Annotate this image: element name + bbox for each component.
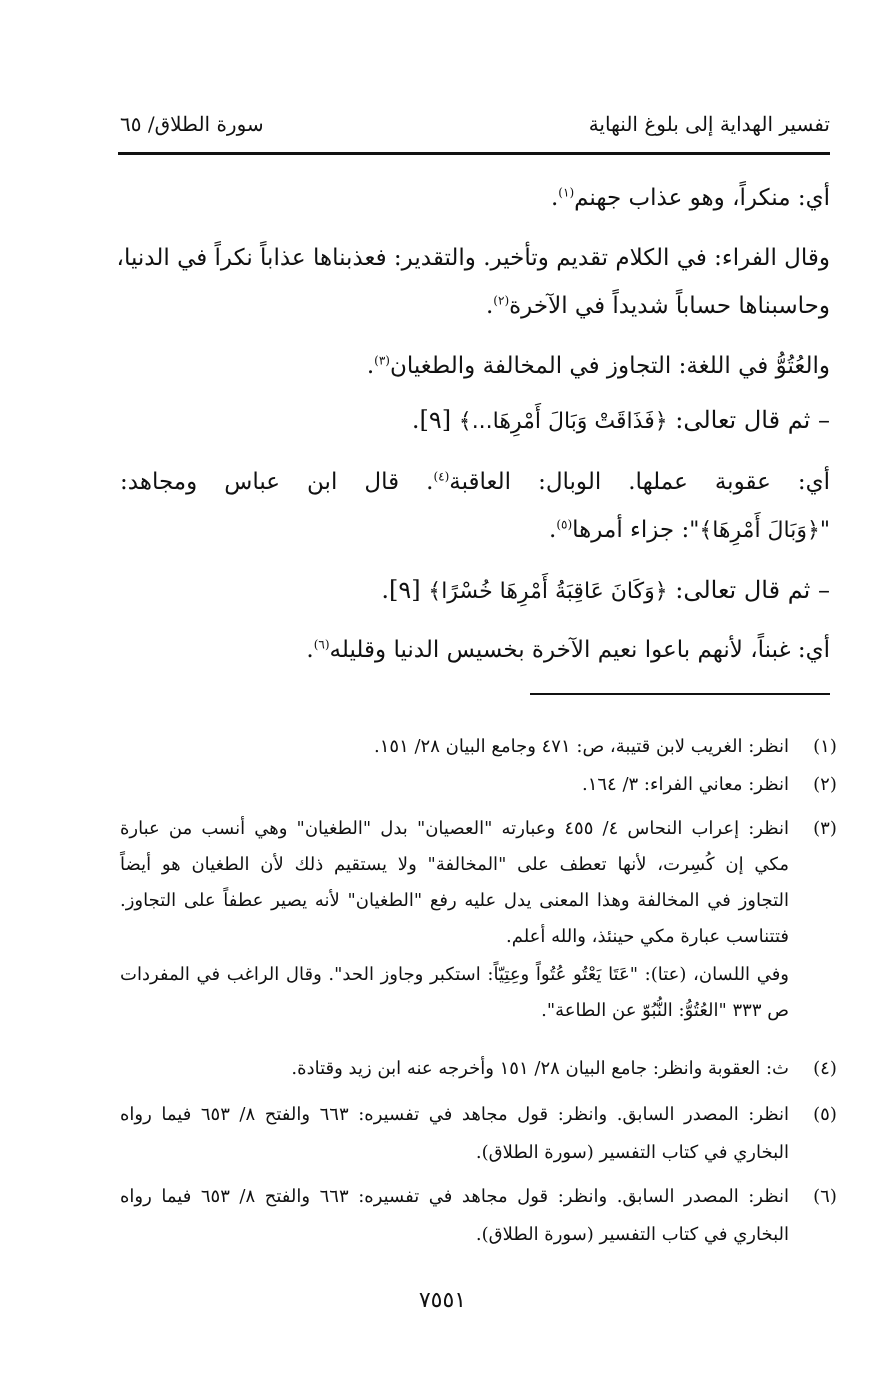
footnote-number: (٢): [813, 774, 837, 795]
footnote-text: انظر: معاني الفراء: ٣/ ١٦٤.: [581, 774, 789, 795]
paragraph-5: [120, 622, 830, 679]
footnote-text: مكي إن كُسِرت، لأنها تعطف على "المخالفة" ولا يستقيم ذلك لأن الطغيان هو أيضاً: [120, 854, 789, 875]
footnote-3-line-4: [120, 920, 845, 954]
footnote-text: فتتناسب عبارة مكي حينئذ، والله أعلم.: [506, 926, 789, 947]
quran-verse: ﴿فَذَاقَتْ وَبَالَ أَمْرِهَا...﴾: [458, 409, 668, 434]
paragraph-end: .: [550, 185, 559, 211]
footnote-5: [120, 1098, 845, 1132]
footnote-ref[interactable]: (٢): [493, 293, 510, 308]
paragraph-text: أي: عقوبة عملها. الوبال: العاقبة: [449, 469, 830, 495]
footnote-number: (٦): [813, 1186, 837, 1207]
paragraph-end: .: [306, 637, 314, 663]
footnote-text: ص ٣٣٣ "العُتُوُّ: النُّبُوّ عن الطاعة".: [541, 1000, 789, 1021]
verse-prefix: – ثم قال تعالى:: [667, 406, 830, 434]
footnote-text: ث: العقوبة وانظر: جامع البيان ٢٨/ ١٥١ وأخرجه عنه ابن زيد وقتادة.: [291, 1058, 789, 1079]
book-title: تفسير الهداية إلى بلوغ النهاية: [588, 112, 830, 136]
paragraph-3: [120, 338, 830, 395]
footnote-3-line-2: [120, 848, 845, 882]
verse-prefix: – ثم قال تعالى:: [667, 576, 830, 604]
footnote-1: [120, 730, 845, 764]
paragraph-text: وحاسبناها حساباً شديداً في الآخرة: [509, 293, 830, 319]
footnote-ref[interactable]: (٣): [374, 353, 390, 368]
footnote-number: (١): [813, 736, 837, 757]
footnote-text: البخاري في كتاب التفسير (سورة الطلاق).: [475, 1224, 789, 1245]
running-header: [120, 112, 830, 146]
paragraph-text: . قال ابن عباس ومجاهد:: [120, 469, 434, 495]
footnote-3-line-3: [120, 884, 845, 918]
page-number: ٧٥٥١: [418, 1288, 467, 1313]
section-title: سورة الطلاق/ ٦٥: [120, 112, 264, 136]
paragraph-4-line-2: [120, 502, 830, 559]
footnote-text: انظر: المصدر السابق. وانظر: قول مجاهد في تفسيره: ٦٦٣ والفتح ٨/ ٦٥٣ فيما رواه: [120, 1186, 790, 1207]
footnote-number: (٥): [813, 1104, 837, 1125]
footnote-divider: [530, 693, 830, 695]
footnote-number: (٤): [813, 1058, 837, 1079]
paragraph-text: أي: غبناً، لأنهم باعوا نعيم الآخرة بخسيس الدنيا وقليله: [329, 637, 830, 663]
footnote-text: التجاوز في المخالفة وهذا المعنى يدل عليه رفع "الطغيان" لأنه يصير عطفاً على التجاوز.: [120, 890, 789, 911]
footnote-5-line-2: [120, 1136, 845, 1170]
footnote-ref[interactable]: (٥): [556, 517, 573, 532]
verse-line-2: [120, 562, 830, 620]
paragraph-2-line-2: [120, 278, 830, 335]
paragraph-text: : جزاء أمرها: [572, 517, 690, 543]
footnote-text: وفي اللسان، (عتا): "عَتَا يَعْتُو عُتُواً وعِتِيّاً: استكبر وجاوز الحد". وقال الراغب في المفردات: [120, 964, 789, 985]
footnote-number: (٣): [813, 818, 837, 839]
footnote-6: [120, 1180, 845, 1214]
footnote-2: [120, 768, 845, 802]
footnote-ref[interactable]: (٦): [313, 637, 330, 652]
paragraph-end: .: [549, 517, 557, 543]
paragraph-1: [120, 170, 830, 227]
paragraph-text: والعُتُوُّ في اللغة: التجاوز في المخالفة والطغيان: [389, 353, 830, 379]
paragraph-end: .: [366, 353, 375, 379]
footnote-text: البخاري في كتاب التفسير (سورة الطلاق).: [475, 1142, 789, 1163]
footnote-4: [120, 1052, 845, 1086]
footnote-text: انظر: إعراب النحاس ٤/ ٤٥٥ وعبارته "العصيان" بدل "الطغيان" وهي أنسب من عبارة: [120, 818, 789, 839]
header-divider: [118, 152, 830, 155]
footnote-ref[interactable]: (١): [558, 185, 575, 200]
footnote-ref[interactable]: (٤): [433, 469, 450, 484]
footnote-3-line-5: [120, 958, 845, 992]
paragraph-end: .: [485, 293, 494, 319]
verse-number: [٩].: [381, 576, 429, 604]
footnote-text: انظر: المصدر السابق. وانظر: قول مجاهد في تفسيره: ٦٦٣ والفتح ٨/ ٦٥٣ فيما رواه: [120, 1104, 790, 1125]
quran-verse: "﴿وَبَالَ أَمْرِهَا﴾": [689, 518, 830, 543]
verse-number: [٩].: [411, 406, 459, 434]
quran-verse: ﴿وَكَانَ عَاقِبَةُ أَمْرِهَا خُسْرًا﴾: [428, 579, 668, 604]
paragraph-text: وقال الفراء: في الكلام تقديم وتأخير. والتقدير: فعذبناها عذاباً نكراً في الدنيا،: [116, 245, 830, 271]
footnote-3-line-6: [120, 994, 845, 1028]
footnote-6-line-2: [120, 1218, 845, 1252]
paragraph-text: أي: منكراً، وهو عذاب جهنم: [574, 185, 830, 211]
footnote-3: [120, 812, 845, 846]
footnote-text: انظر: الغريب لابن قتيبة، ص: ٤٧١ وجامع البيان ٢٨/ ١٥١.: [374, 736, 789, 757]
verse-line-1: [120, 392, 830, 450]
